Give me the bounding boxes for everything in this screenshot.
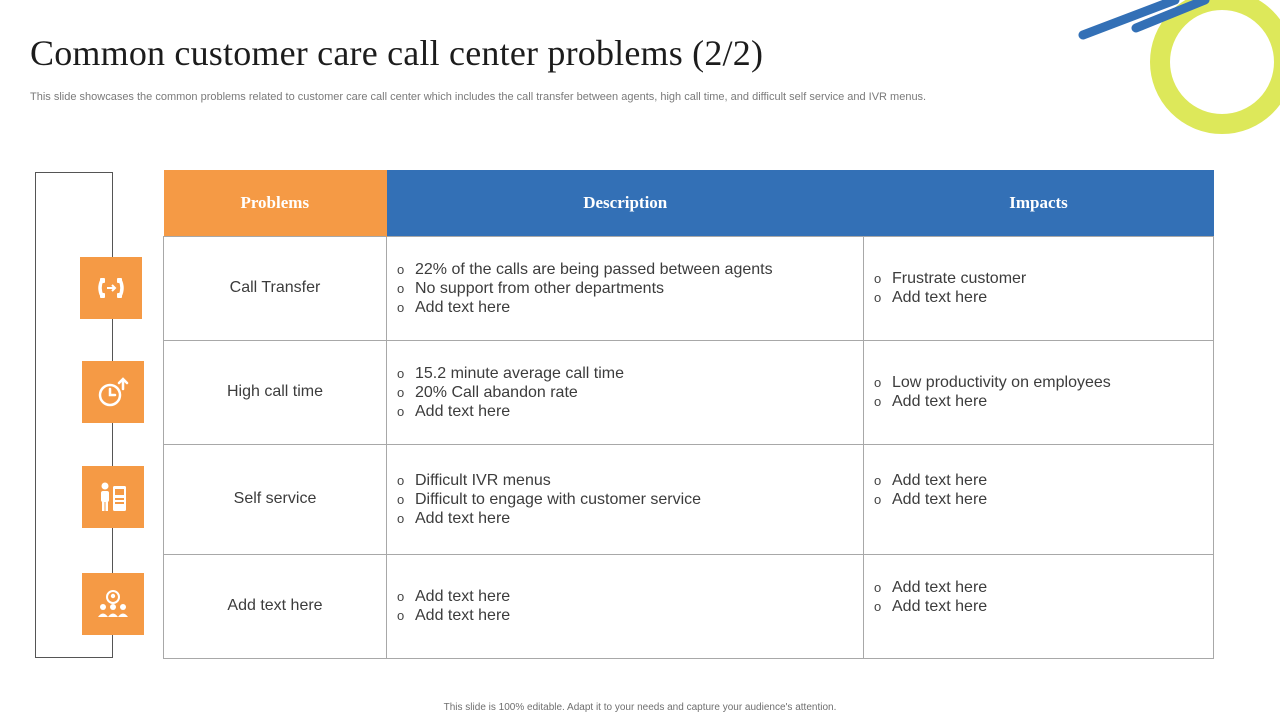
list-item: o 20% Call abandon rate: [397, 383, 578, 401]
impact-cell: [864, 236, 1214, 340]
list-item: o Add text here: [397, 298, 511, 316]
list-item: o Low productivity on employees: [874, 374, 1111, 391]
bullet: o: [874, 394, 882, 409]
description-cell: [387, 340, 864, 444]
problem-cell: Add text here: [164, 554, 387, 658]
corner-decoration: [0, 0, 1280, 160]
list-item: o 22% of the calls are being passed between agents: [397, 260, 773, 278]
table-row: [164, 444, 1214, 554]
impact-cell: [864, 340, 1214, 444]
team-network-icon: [82, 573, 144, 635]
list-item: o Frustrate customer: [874, 270, 1027, 287]
bullet: o: [397, 280, 405, 296]
impact-cell: [864, 444, 1214, 554]
bullet: o: [874, 271, 882, 286]
header-description: Description: [387, 170, 864, 236]
table-row: [164, 236, 1214, 340]
list-item: o Add text here: [874, 579, 988, 596]
problem-cell: Call Transfer: [164, 236, 387, 340]
bullet: o: [397, 491, 405, 507]
table-row: [164, 340, 1214, 444]
bullet: o: [874, 290, 882, 305]
bullet: o: [397, 299, 405, 315]
bullet: o: [397, 261, 405, 277]
table-header-row: [164, 170, 1214, 236]
list-item: o Add text here: [397, 509, 511, 527]
list-item: o Add text here: [874, 289, 988, 306]
list-item: o Add text here: [397, 607, 511, 624]
list-item: o Add text here: [874, 598, 988, 615]
header-impacts: Impacts: [864, 170, 1214, 236]
bullet: o: [397, 365, 405, 381]
bullet: o: [397, 403, 405, 419]
problems-table: [163, 170, 1214, 659]
list-item: o Difficult IVR menus: [397, 471, 551, 489]
self-service-kiosk-icon: [82, 466, 144, 528]
page-subtitle: This slide showcases the common problems related to customer care call center which includes the call transfer between agents, high call time, and difficult self service and IVR menus.: [30, 91, 927, 103]
list-item: o Add text here: [874, 472, 988, 489]
description-cell: [387, 236, 864, 340]
bullet: o: [874, 375, 882, 390]
list-item: o Add text here: [874, 393, 988, 410]
list-item: o Add text here: [397, 588, 511, 605]
list-item: o 15.2 minute average call time: [397, 364, 624, 382]
bullet: o: [874, 580, 882, 595]
problem-cell: Self service: [164, 444, 387, 554]
bullet: o: [397, 472, 405, 488]
problem-cell: High call time: [164, 340, 387, 444]
table-row: [164, 554, 1214, 658]
description-cell: [387, 444, 864, 554]
bullet: o: [397, 384, 405, 400]
footer-note: This slide is 100% editable. Adapt it to your needs and capture your audience's attention.: [443, 702, 837, 713]
header-problems: Problems: [164, 170, 387, 236]
list-item: o No support from other departments: [397, 279, 665, 297]
bullet: o: [397, 608, 405, 623]
description-cell: [387, 554, 864, 658]
list-item: o Add text here: [397, 402, 511, 420]
bullet: o: [397, 589, 405, 604]
bullet: o: [874, 492, 882, 507]
bullet: o: [874, 599, 882, 614]
call-transfer-icon: [80, 257, 142, 319]
list-item: o Add text here: [874, 491, 988, 508]
list-item: o Difficult to engage with customer service: [397, 490, 702, 508]
page-title: Common customer care call center problems (2/2): [30, 33, 764, 73]
bullet: o: [397, 510, 405, 526]
bullet: o: [874, 473, 882, 488]
impact-cell: [864, 554, 1214, 658]
clock-up-icon: [82, 361, 144, 423]
